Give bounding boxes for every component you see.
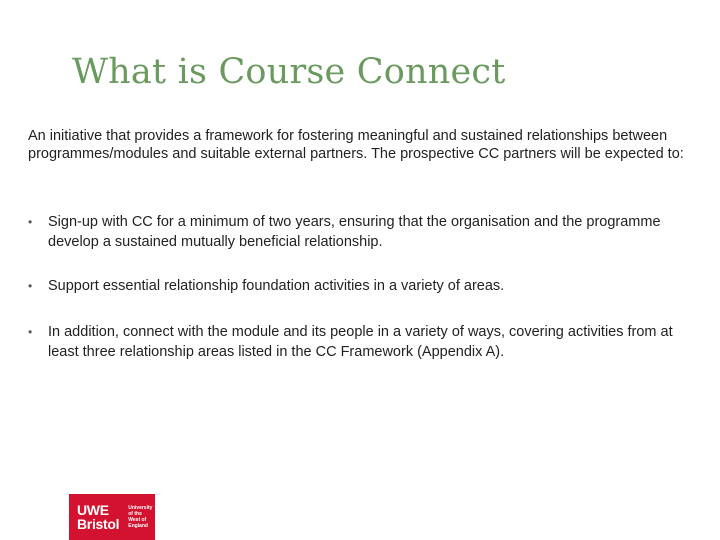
uwe-bristol-logo [69, 494, 155, 540]
logo-sub-line: University [128, 505, 153, 511]
bullet-text: Sign-up with CC for a minimum of two years, ensuring that the organisation and the programme develop a sustained mutually beneficial relationship. [48, 214, 661, 250]
bullet-list [28, 212, 688, 362]
bullet-item [28, 322, 688, 362]
logo-line-bristol: Bristol [77, 516, 120, 532]
logo-sub-line: England [128, 523, 148, 529]
intro-paragraph: An initiative that provides a framework for fostering meaningful and sustained relationships between programmes/modules and suitable external partners. The prospective CC partners will be expected to: [28, 128, 684, 162]
logo-sub-line: of the [128, 511, 142, 517]
bullet-icon: • [28, 279, 33, 293]
slide-title: What is Course Connect [72, 52, 506, 92]
logo-sub-line: West of [128, 517, 147, 523]
logo-subtitle [128, 505, 152, 529]
bullet-item [28, 212, 688, 252]
bullet-icon: • [28, 215, 33, 229]
bullet-text: Support essential relationship foundation activities in a variety of areas. [48, 278, 505, 294]
logo-wordmark [77, 503, 119, 531]
bullet-icon: • [28, 325, 33, 339]
bullet-item [28, 276, 688, 296]
logo-line-uwe: UWE [77, 502, 109, 518]
bullet-text: In addition, connect with the module and its people in a variety of ways, covering activities from at least three relationship areas listed in the CC Framework (Appendix A). [48, 324, 673, 360]
